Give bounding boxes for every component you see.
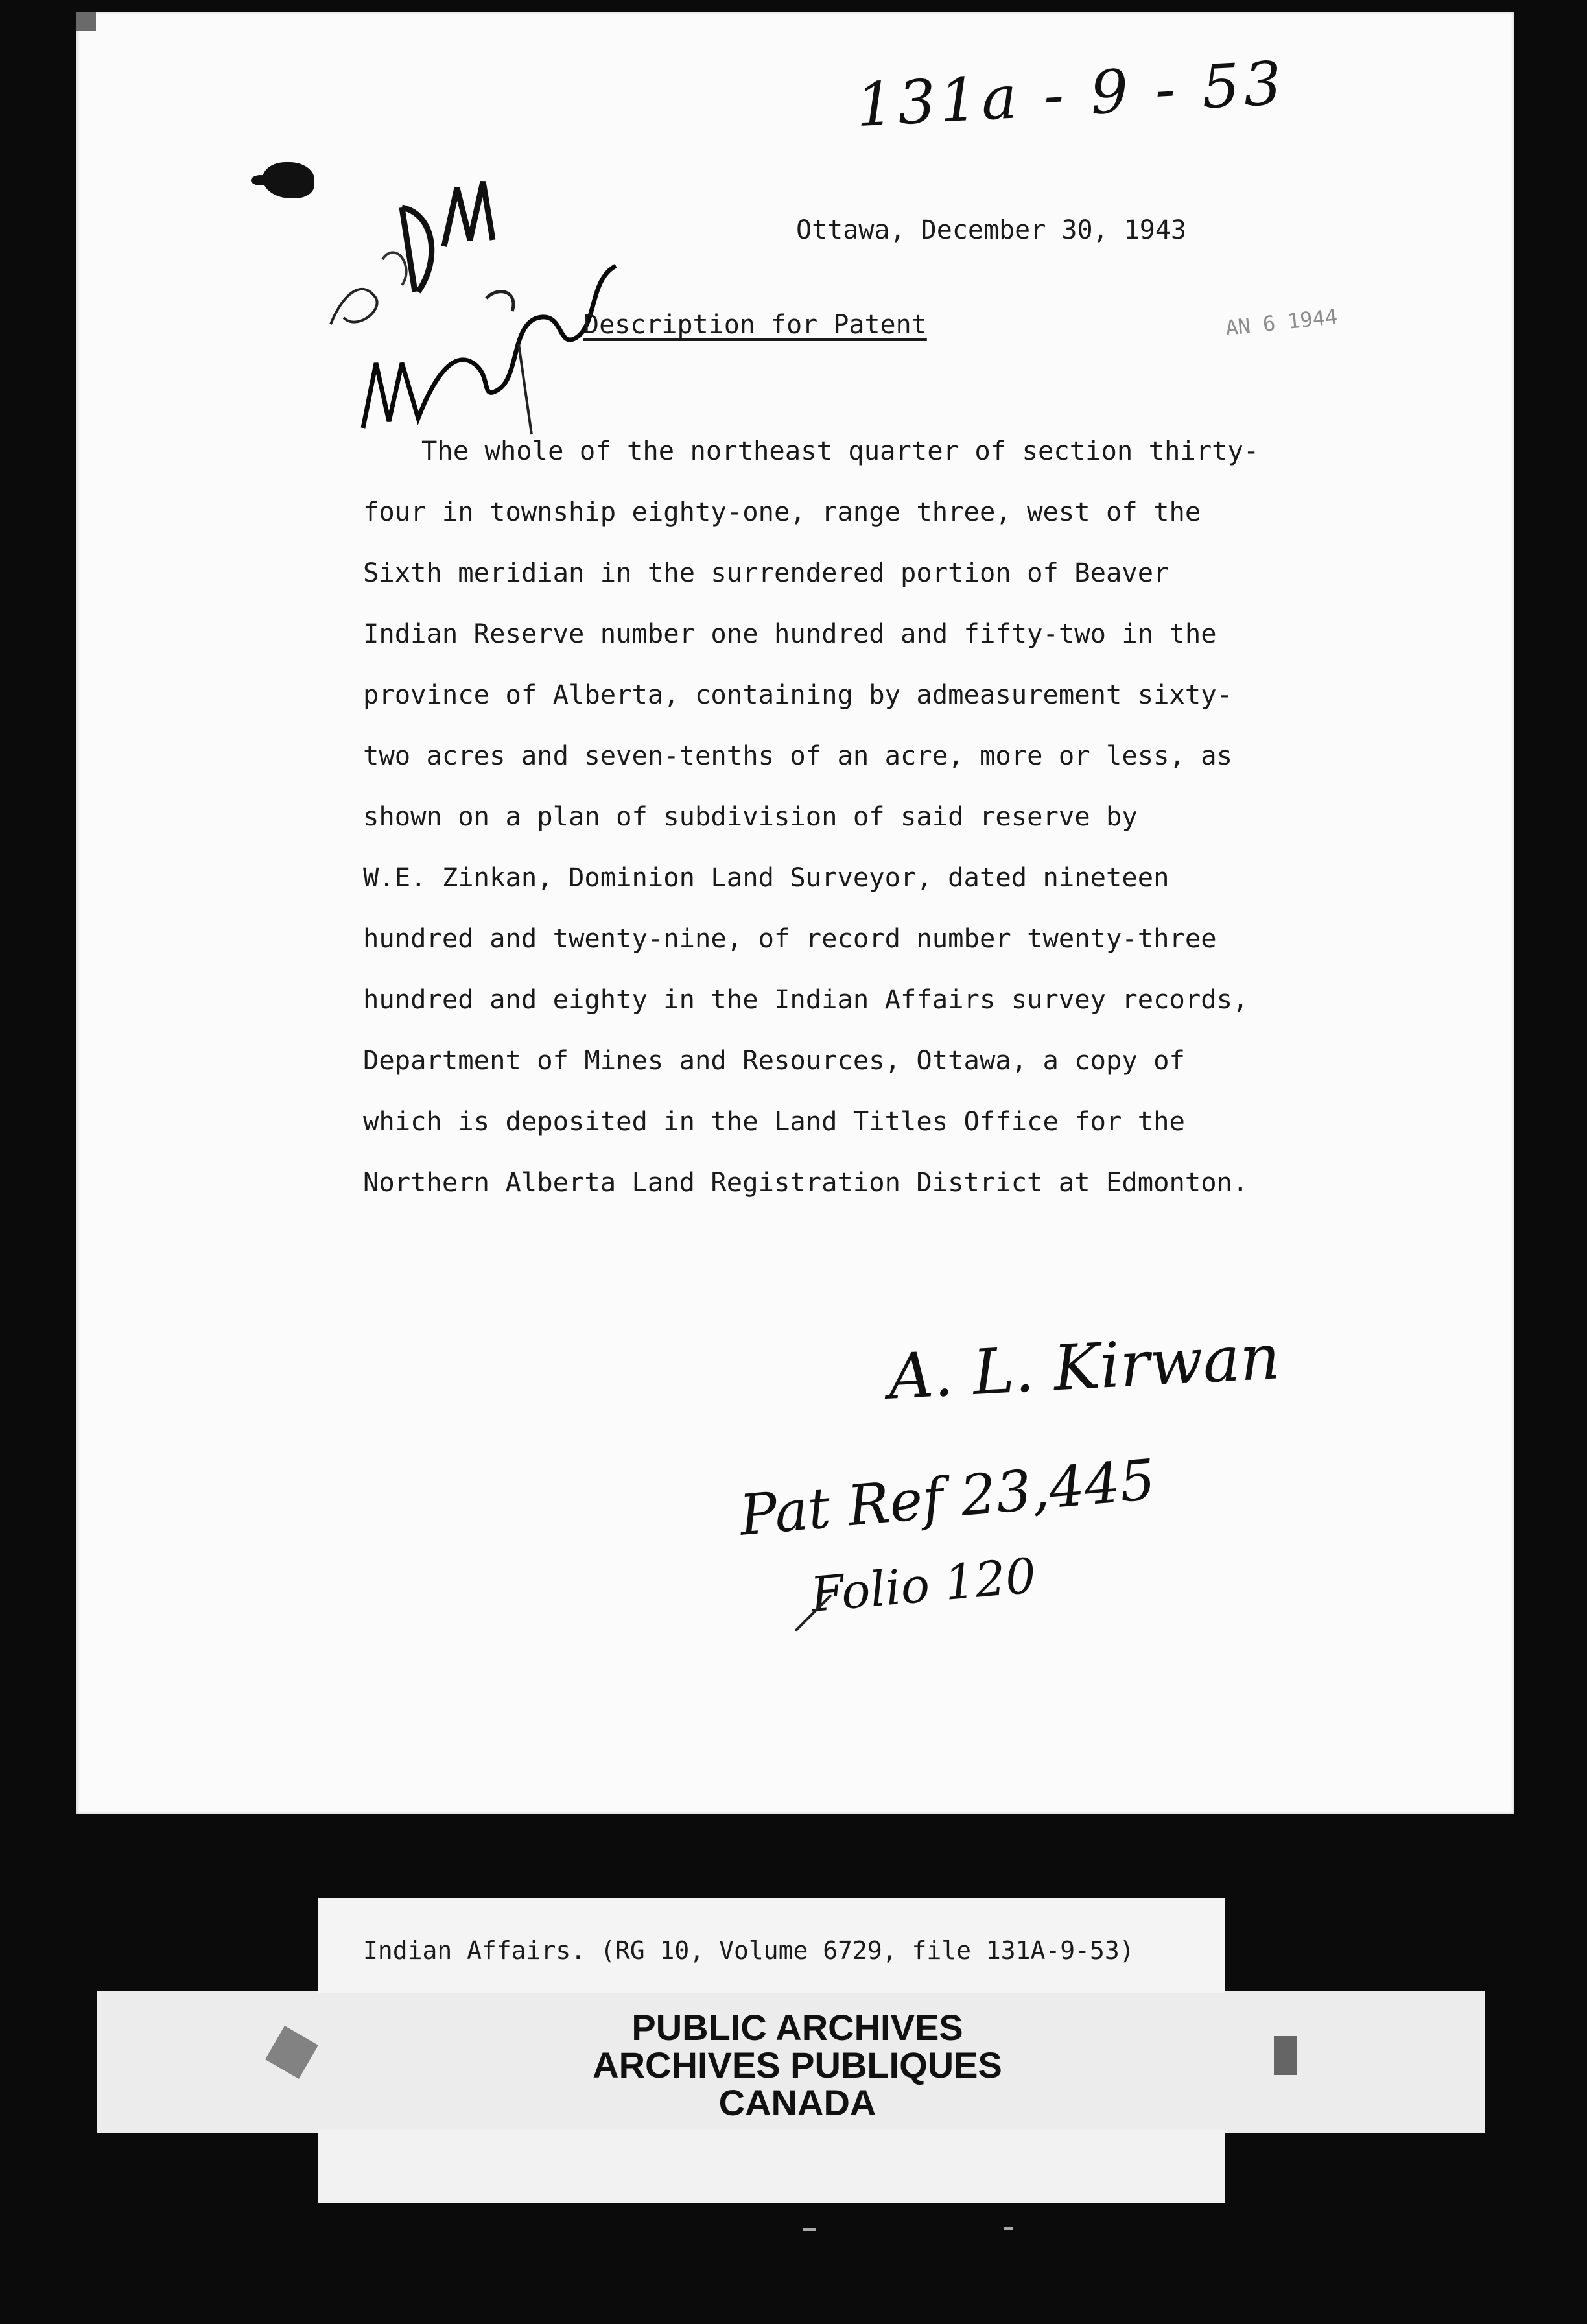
- archive-reference: Indian Affairs. (RG 10, Volume 6729, file 131A-9-53): [363, 1936, 1134, 1965]
- tape-mark-right: [1274, 2036, 1297, 2075]
- body-line: shown on a plan of subdivision of said reserve by: [363, 801, 1138, 832]
- page-corner-fold: [76, 12, 96, 31]
- stamp-line: ARCHIVES PUBLIQUES: [593, 2045, 1002, 2085]
- folio-handwritten: Folio 120: [808, 1547, 1039, 1624]
- body-line: two acres and seven-tenths of an acre, more or less, as: [363, 740, 1233, 771]
- stamp-line: PUBLIC ARCHIVES: [631, 2007, 963, 2048]
- film-specks: [796, 2225, 1023, 2233]
- body-line: Northern Alberta Land Registration District at Edmonton.: [363, 1167, 1249, 1198]
- body-line: Department of Mines and Resources, Ottawa, a copy of: [363, 1045, 1185, 1076]
- document-heading: Description for Patent: [583, 310, 927, 340]
- body-line: province of Alberta, containing by admeasurement sixty-: [363, 679, 1233, 710]
- land-description-body: [363, 420, 1400, 1213]
- body-line: four in township eighty-one, range three, west of the: [363, 496, 1201, 527]
- public-archives-stamp: [454, 2009, 1141, 2122]
- body-line: hundred and twenty-nine, of record number twenty-three: [363, 923, 1217, 954]
- body-line: which is deposited in the Land Titles Office for the: [363, 1106, 1185, 1137]
- body-line: Sixth meridian in the surrendered portion of Beaver: [363, 557, 1170, 588]
- pen-stroke-mark: [792, 1582, 851, 1634]
- received-date-stamp: AN 6 1944: [1224, 304, 1339, 340]
- handwritten-initials-scribble: [305, 130, 642, 441]
- body-line: hundred and eighty in the Indian Affairs survey records,: [363, 984, 1249, 1015]
- patent-reference-handwritten: Pat Ref 23,445: [736, 1447, 1158, 1548]
- place-and-date: Ottawa, December 30, 1943: [796, 215, 1187, 245]
- file-number-handwritten: 131a - 9 - 53: [854, 48, 1287, 141]
- body-line: Indian Reserve number one hundred and fifty-two in the: [363, 618, 1217, 649]
- signature: A. L. Kirwan: [886, 1320, 1282, 1414]
- body-line: The whole of the northeast quarter of section thirty-: [421, 435, 1260, 466]
- body-line: W.E. Zinkan, Dominion Land Surveyor, dated nineteen: [363, 862, 1170, 893]
- archive-label-lower: [318, 2130, 1225, 2203]
- stamp-line: CANADA: [718, 2082, 876, 2123]
